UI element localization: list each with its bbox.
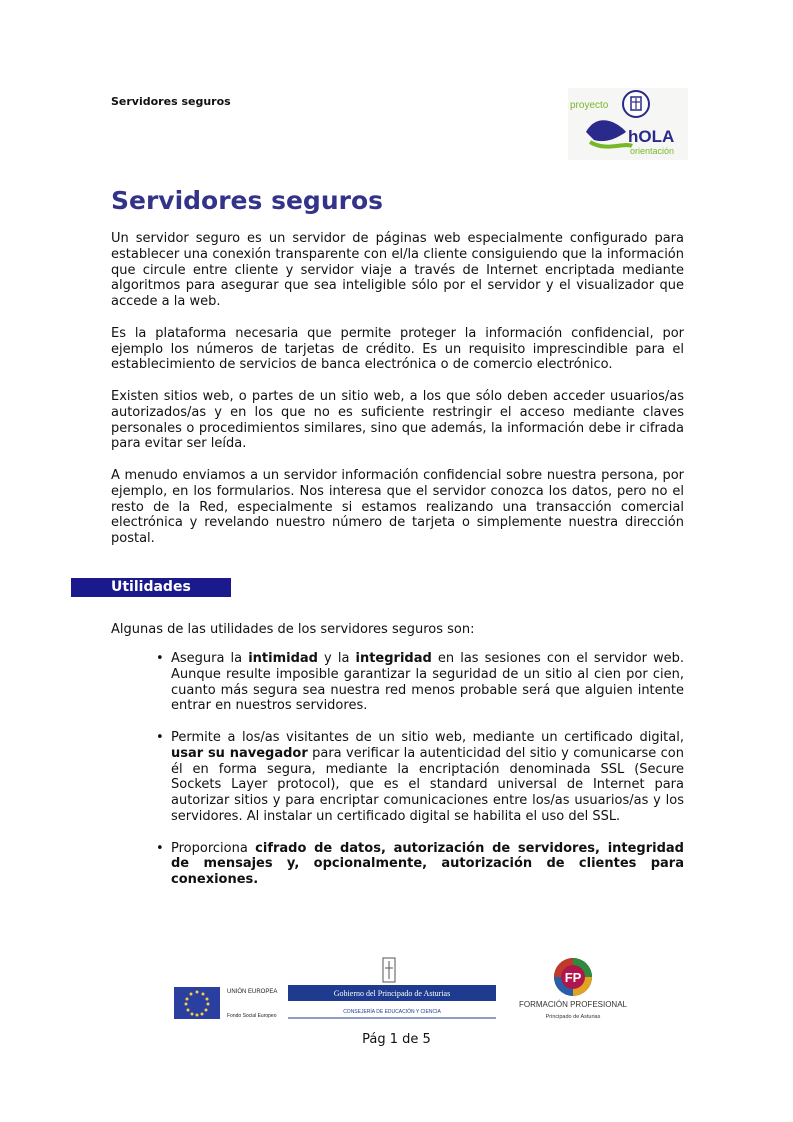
running-header: Servidores seguros [111,95,231,108]
list-item: • Permite a los/as visitantes de un sitio web, mediante un certificado digital, usar su navegador para verificar la autenticidad del sitio y comunicarse con él en forma segura, mediante la encriptación denominada SSL (Secure Sockets Layer protocol), que es el standard universal de Internet para autorizar sitios y para encriptar comunicaciones entre los/as usuarios/as y los servidores. Al instalar un certificado digital se habilita el uso del SSL. [156,730,684,825]
svg-text:proyecto: proyecto [570,100,609,111]
paragraph: Es la plataforma necesaria que permite proteger la información confidencial, por ejemplo los números de tarjetas de crédito. Es un requisito imprescindible para el establecimiento de servicios de banca electrónica o de comercio electrónico. [111,325,684,373]
paragraph: Existen sitios web, o partes de un sitio web, a los que sólo deben acceder usuarios/as autorizados/as y en los que no es suficiente restringir el acceso mediante claves personales o procedimientos similares, sino que además, la información debe ir cifrada para evitar ser leída. [111,388,684,452]
svg-text:Gobierno del Principado de Ast: Gobierno del Principado de Asturias [333,989,451,998]
page-title: Servidores seguros [111,186,384,215]
svg-text:Principado de Asturias: Principado de Asturias [545,1014,601,1020]
svg-text:UNIÓN EUROPEA: UNIÓN EUROPEA [227,989,278,995]
formacion-profesional-logo [519,958,628,1020]
section-heading: Utilidades [111,579,191,595]
paragraph: Un servidor seguro es un servidor de páginas web especialmente configurado para establecer una conexión transparente con el/la cliente consiguiendo que la información que circule entre cliente y servidor viaje a través de Internet encriptada mediante algoritmos para asegurar que sea inteligible sólo por el servidor y el visualizador que accede a la web. [111,231,684,310]
list-item: • Asegura la intimidad y la integridad en las sesiones con el servidor web. Aunque resulte imposible garantizar la seguridad de un sitio al cien por cien, cuanto más segura sea nuestra red menos probable será que alguien intente entrar en nuestros servidores. [156,651,684,714]
paragraph: A menudo enviamos a un servidor información confidencial sobre nuestra persona, por ejemplo, en los formularios. Nos interesa que el servidor conozca los datos, pero no el resto de la Red, especialmente si estamos realizando una transacción comercial electrónica y revelando nuestro número de tarjeta o simplemente nuestra dirección postal. [111,467,684,547]
eu-flag-logo [174,987,277,1019]
svg-text:FP: FP [564,970,582,985]
page-number: Pág 1 de 5 [362,1032,431,1047]
svg-text:hOLA: hOLA [628,127,675,146]
svg-text:FORMACIÓN PROFESIONAL: FORMACIÓN PROFESIONAL [518,1000,628,1009]
svg-text:orientación: orientación [630,146,675,156]
proyecto-hola-logo [568,88,688,160]
section-heading-bar [71,578,231,597]
utilities-list [156,651,684,904]
section-intro: Algunas de las utilidades de los servidores seguros son: [111,622,475,637]
gobierno-asturias-logo [288,958,496,1018]
list-item: • Proporciona cifrado de datos, autorización de servidores, integridad de mensajes y, opcionalmente, autorización de clientes para conexiones. [156,841,684,888]
body-text [111,231,684,563]
svg-text:CONSEJERÍA DE EDUCACIÓN Y CIEN: CONSEJERÍA DE EDUCACIÓN Y CIENCIA [343,1009,441,1015]
svg-text:Fondo Social Europeo: Fondo Social Europeo [227,1013,277,1019]
footer-logos [170,955,640,1027]
